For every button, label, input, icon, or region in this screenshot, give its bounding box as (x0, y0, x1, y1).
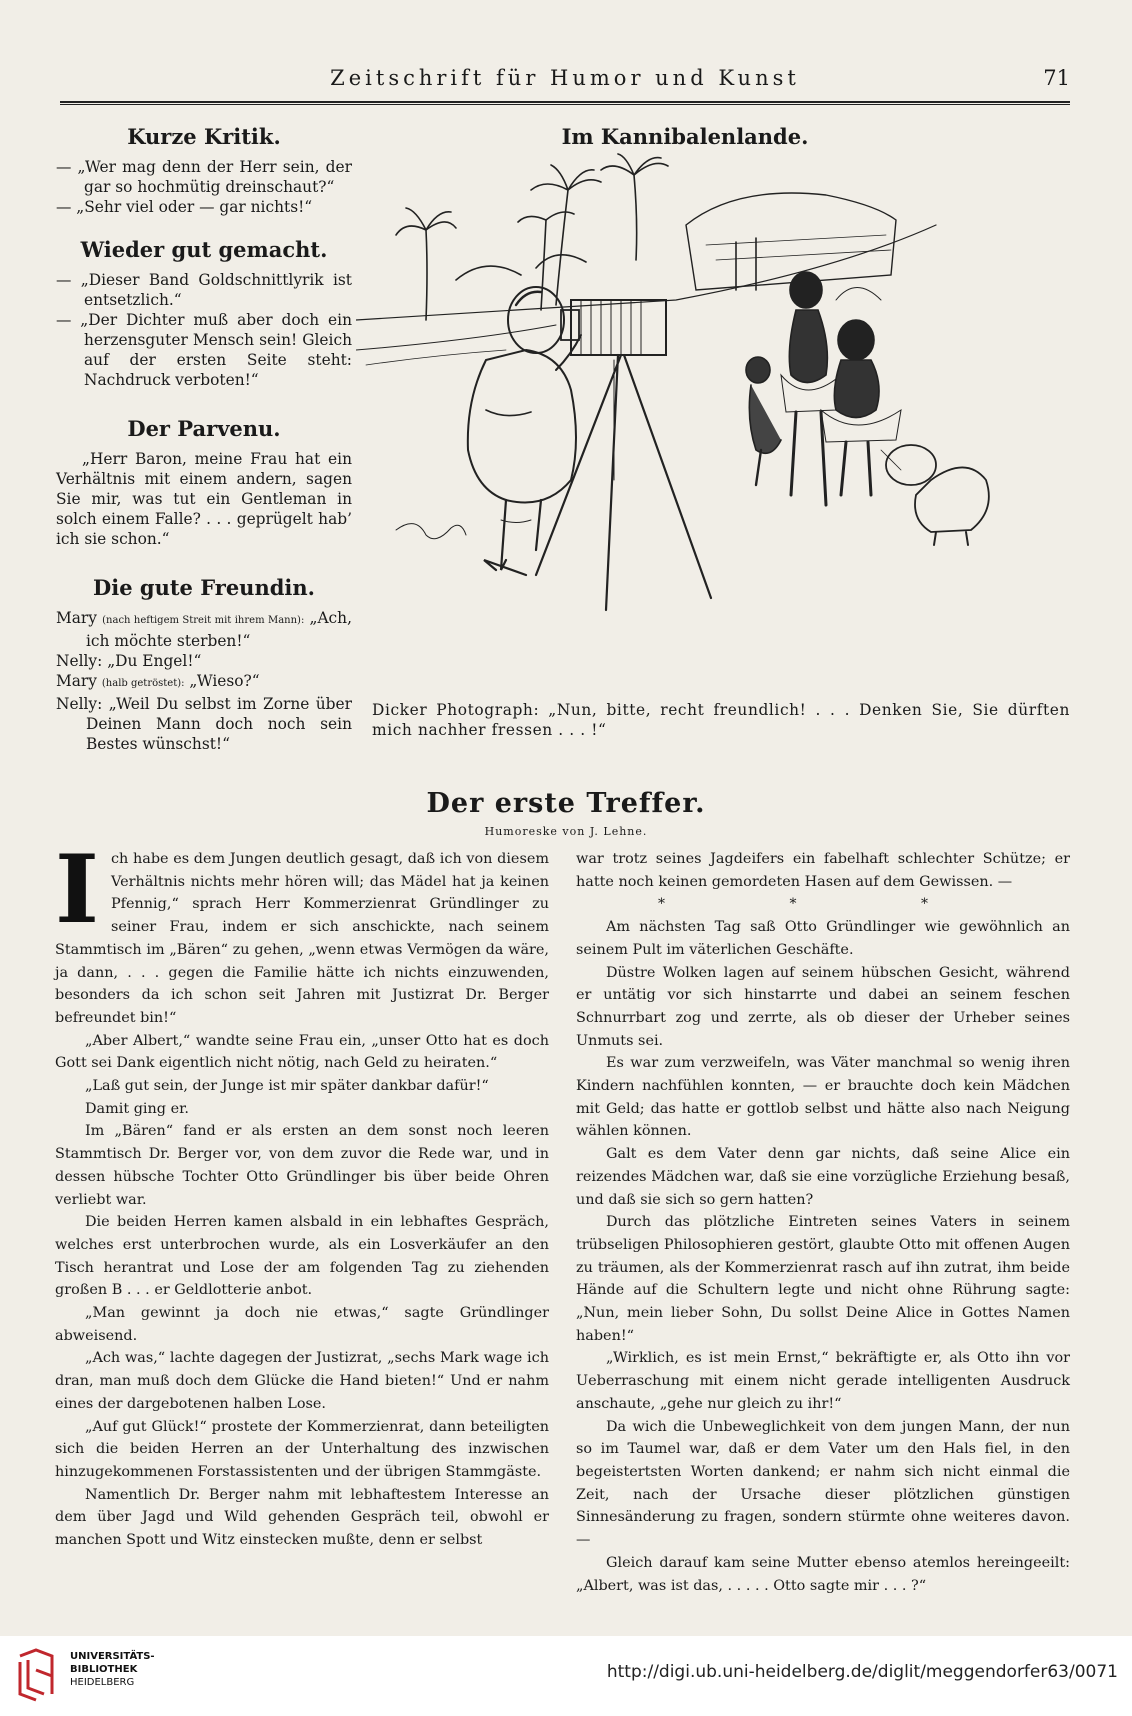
running-head (60, 66, 1070, 98)
paragraph-text: ch habe es dem Jungen deutlich gesagt, daß ich von diesem Verhältnis nichts mehr hören will; das Mädel hat ja keinen Pfennig,“ sprach Herr Kommerzienrat Gründlinger zu seiner Frau, indem er sich anschickte, nach seinem Stammtisch im „Bären“ zu gehen, „wenn etwas Vermögen da wäre, ja dann, . . . gegen die Familie hätte ich nichts einzuwenden, besonders da ich schon seit Jahren mit Justizrat Dr. Berger befreundet bin!“ (55, 851, 549, 1026)
speaker: Mary (56, 672, 97, 690)
left-column (56, 124, 352, 780)
article-paragraph: Galt es dem Vater denn gar nichts, daß seine Alice ein reizendes Mädchen war, daß sie eine vorzügliche Erziehung besaß, und daß sie sich so gern hatten? (576, 1146, 1070, 1208)
joke-kurze-kritik (56, 124, 352, 217)
joke-wieder-gut-gemacht (56, 237, 352, 390)
speaker: Mary (56, 609, 97, 627)
article-paragraph (55, 835, 549, 1030)
article-subtitle: Humoreske von J. Lehne. (484, 825, 648, 838)
article-paragraph: Durch das plötzliche Eintreten seines Vaters in seinem trübseligen Philosophieren gestört, glaubte Otto mit offenen Augen zu träumen, als der Kommerzienrat rasch auf ihn zutrat, ihm beide Hände auf die Schultern legte und nicht ohne Rührung sagte: „Nun, mein lieber Sohn, Du sollst Deine Alice in Gottes Namen haben!“ (576, 1214, 1070, 1344)
cartoon-illustration (356, 150, 1126, 696)
dialog-line: Nelly: „Weil Du selbst im Zorne über Deinen Mann doch noch sein Bestes wünschst!“ (56, 695, 352, 753)
article-paragraph: Am nächsten Tag saß Otto Gründlinger wie gewöhnlich an seinem Pult im väterlichen Geschäfte. (576, 919, 1070, 958)
library-line: BIBLIOTHEK (70, 1664, 138, 1675)
dialog-line (56, 671, 352, 694)
speech: „Wieso?“ (189, 672, 260, 690)
joke-line: — „Dieser Band Goldschnittlyrik ist entsetzlich.“ (56, 271, 352, 309)
article-paragraph: „Aber Albert,“ wandte seine Frau ein, „unser Otto hat es doch Gott sei Dank eigentlich nicht nötig, nach Geld zu heiraten.“ (55, 1032, 549, 1072)
header-rule (60, 101, 1070, 105)
article-paragraph: Düstre Wolken lagen auf seinem hübschen Gesicht, während er untätig vor sich hinstarrte und dabei an seinem feschen Schnurrbart zog und zerrte, als ob dieser der Urheber seines Unmuts sei. (576, 964, 1070, 1049)
dialog-line: Nelly: „Du Engel!“ (56, 652, 202, 670)
article-paragraph: war trotz seines Jagdeifers ein fabelhaft schlechter Schütze; er hatte noch keinen gemordeten Hasen auf dem Gewissen. — (576, 851, 1070, 890)
joke-line: — „Sehr viel oder — gar nichts!“ (56, 198, 313, 216)
article-title: Der erste Treffer. (426, 788, 706, 819)
library-line: UNIVERSITÄTS- (70, 1651, 155, 1662)
article-paragraph: „Man gewinnt ja doch nie etwas,“ sagte Gründlinger abweisend. (55, 1305, 549, 1344)
article-paragraph: „Wirklich, es ist mein Ernst,“ bekräftigte er, als Otto ihn vor Ueberraschung mit einem nicht gerade intelligenten Ausdruck anschaute, „gehe nur gleich zu ihr!“ (576, 1350, 1070, 1412)
stage-direction: (nach heftigem Streit mit ihrem Mann): (102, 615, 305, 626)
section-title: Kurze Kritik. (127, 124, 281, 149)
stage-direction: (halb getröstet): (101, 678, 185, 689)
illustration-title: Im Kannibalenlande. (561, 124, 809, 149)
joke-line: — „Wer mag denn der Herr sein, der gar so hochmütig dreinschaut?“ (56, 158, 352, 196)
article-paragraph: Da wich die Unbeweglichkeit von dem jungen Mann, der nun so im Taumel war, daß er dem Vater um den Hals fiel, in den begeistertsten Worten dankend; er nahm sich nicht einmal die Zeit, nach der Ursache dieser plötzlichen günstigen Sinnesänderung zu fragen, sondern stürmte ohne weiteres davon. — (576, 1418, 1070, 1549)
article-paragraph: Gleich darauf kam seine Mutter ebenso atemlos hereingeeilt: „Albert, was ist das, . . . . . Otto sagte mir . . . ?“ (576, 1554, 1070, 1594)
article-column-left (55, 835, 549, 1552)
article-paragraph: „Auf gut Glück!“ prostete der Kommerzienrat, dann beteiligten sich die beiden Herren an der Unterhaltung des inzwischen hinzugekommenen Forstassistenten und der übrigen Stammgäste. (55, 1418, 549, 1480)
article-paragraph: „Laß gut sein, der Junge ist mir später dankbar dafür!“ (85, 1078, 489, 1095)
speech: „Ach, ich möchte sterben!“ (86, 609, 352, 650)
article-paragraph: Es war zum verzweifeln, was Väter manchmal so wenig ihren Kindern nachfühlen konnten, — er brauchte doch kein Mädchen mit Geld; das hatte er gottlob selbst und hätte also nach Neigung wählen können. (576, 1055, 1070, 1140)
dialog-line (56, 608, 352, 651)
article-paragraph: „Ach was,“ lachte dagegen der Justizrat, „sechs Mark wage ich dran, man muß doch dem Glücke die Hand bieten!“ Und er nahm eines der dargebotenen halben Lose. (55, 1350, 549, 1412)
section-title: Wieder gut gemacht. (80, 237, 328, 262)
article-column-right (576, 848, 1070, 1597)
joke-text: „Herr Baron, meine Frau hat ein Verhältnis mit einem andern, sagen Sie mir, was tut ein Gentleman in solch einem Falle? . . . geprügelt hab’ ich sie schon.“ (56, 450, 352, 548)
article-paragraph: Damit ging er. (85, 1100, 189, 1117)
permalink[interactable]: http://digi.ub.uni-heidelberg.de/diglit/meggendorfer63/0071 (606, 1662, 1118, 1682)
article-paragraph: Die beiden Herren kamen alsbald in ein lebhaftes Gespräch, welches erst unterbrochen wurde, als ein Losverkäufer an den Tisch herantrat und Lose der am folgenden Tag zu ziehenden großen B . . . er Geldlotterie anbot. (55, 1214, 549, 1299)
joke-gute-freundin (56, 575, 352, 754)
joke-line: — „Der Dichter muß aber doch ein herzensguter Mensch sein! Gleich auf der ersten Seite steht: Nachdruck verboten!“ (56, 311, 352, 389)
library-name (70, 1650, 190, 1689)
university-logo-icon[interactable] (12, 1646, 62, 1704)
library-line: HEIDELBERG (70, 1677, 135, 1688)
running-title: Zeitschrift für Humor und Kunst (330, 66, 800, 90)
article-paragraph: Im „Bären“ fand er als ersten an dem sonst noch leeren Stammtisch Dr. Berger vor, von dem zuvor die Rede war, und in dessen hübsche Tochter Otto Gründlinger bis über beide Ohren verliebt war. (55, 1123, 549, 1208)
section-break: * * * (658, 896, 988, 913)
section-title: Die gute Freundin. (93, 575, 315, 600)
page-number: 71 (1043, 66, 1070, 90)
illustration-caption: Dicker Photograph: „Nun, bitte, recht freundlich! . . . Denken Sie, Sie dürften mich nachher fressen . . . !“ (372, 701, 1070, 739)
article-paragraph: Namentlich Dr. Berger nahm mit lebhaftestem Interesse an dem über Jagd und Wild gehenden Gespräch teil, obwohl er manchen Spott und Witz einstecken mußte, denn er selbst (55, 1486, 549, 1549)
drop-cap: I (55, 835, 99, 945)
section-title: Der Parvenu. (127, 416, 281, 441)
joke-parvenu (56, 416, 352, 549)
